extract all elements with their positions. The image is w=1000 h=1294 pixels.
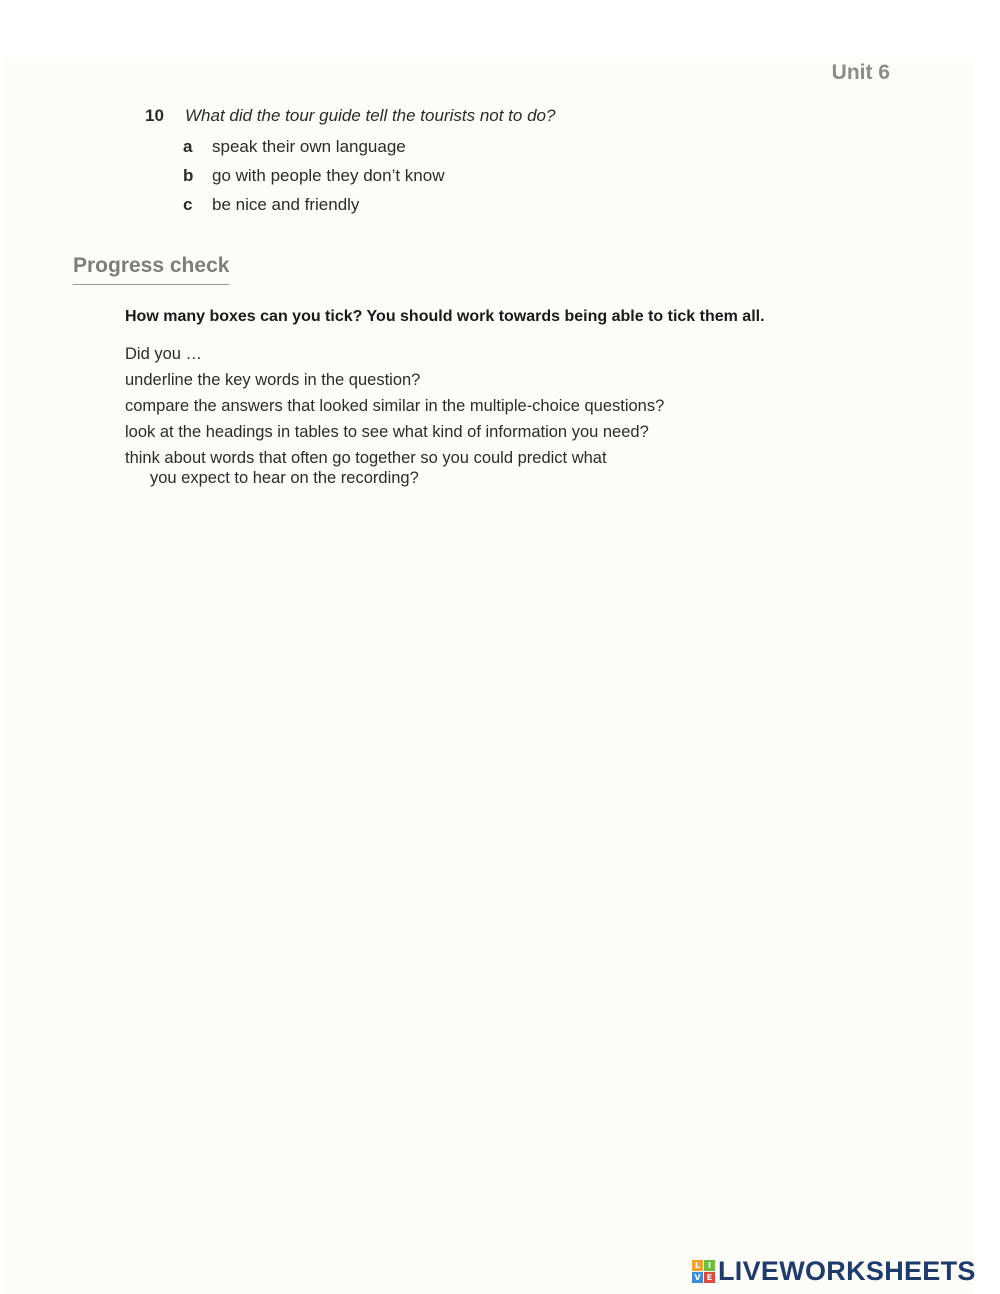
checklist-item-continuation: you expect to hear on the recording? [150,469,419,487]
option-letter: c [183,195,193,214]
logo-text: LIVEWORKSHEETS [718,1256,976,1286]
option-text: go with people they don’t know [212,166,445,185]
logo-mark-letter: E [704,1272,715,1283]
checklist-item: look at the headings in tables to see what kind of information you need? [125,423,649,441]
progress-instruction: How many boxes can you tick? You should work towards being able to tick them all. [125,308,765,325]
logo-mark-letter: V [692,1272,703,1283]
question-text: What did the tour guide tell the tourists not to do? [185,106,556,125]
question-10 [145,106,555,126]
logo-mark-letter: I [704,1260,715,1271]
answer-options [183,136,445,223]
option-text: be nice and friendly [212,195,360,214]
checklist-item: underline the key words in the question? [125,371,421,389]
logo-mark-icon [692,1260,715,1283]
checklist-item: compare the answers that looked similar in the multiple-choice questions? [125,397,665,415]
progress-check-heading: Progress check [73,254,229,285]
checklist-item-text: think about words that often go together so you could predict what [125,449,607,467]
liveworksheets-logo[interactable] [692,1256,976,1287]
option-text: speak their own language [212,137,406,156]
option-b[interactable] [183,165,445,194]
option-letter: a [183,137,193,156]
checklist-intro: Did you … [125,345,203,363]
logo-mark-letter: L [692,1260,703,1271]
option-letter: b [183,166,194,185]
page-sheet [4,58,975,1294]
unit-label: Unit 6 [831,61,890,84]
question-number: 10 [145,106,164,125]
option-a[interactable] [183,136,445,165]
option-c[interactable] [183,194,445,223]
checklist-item [125,448,765,488]
progress-checklist [125,344,765,494]
